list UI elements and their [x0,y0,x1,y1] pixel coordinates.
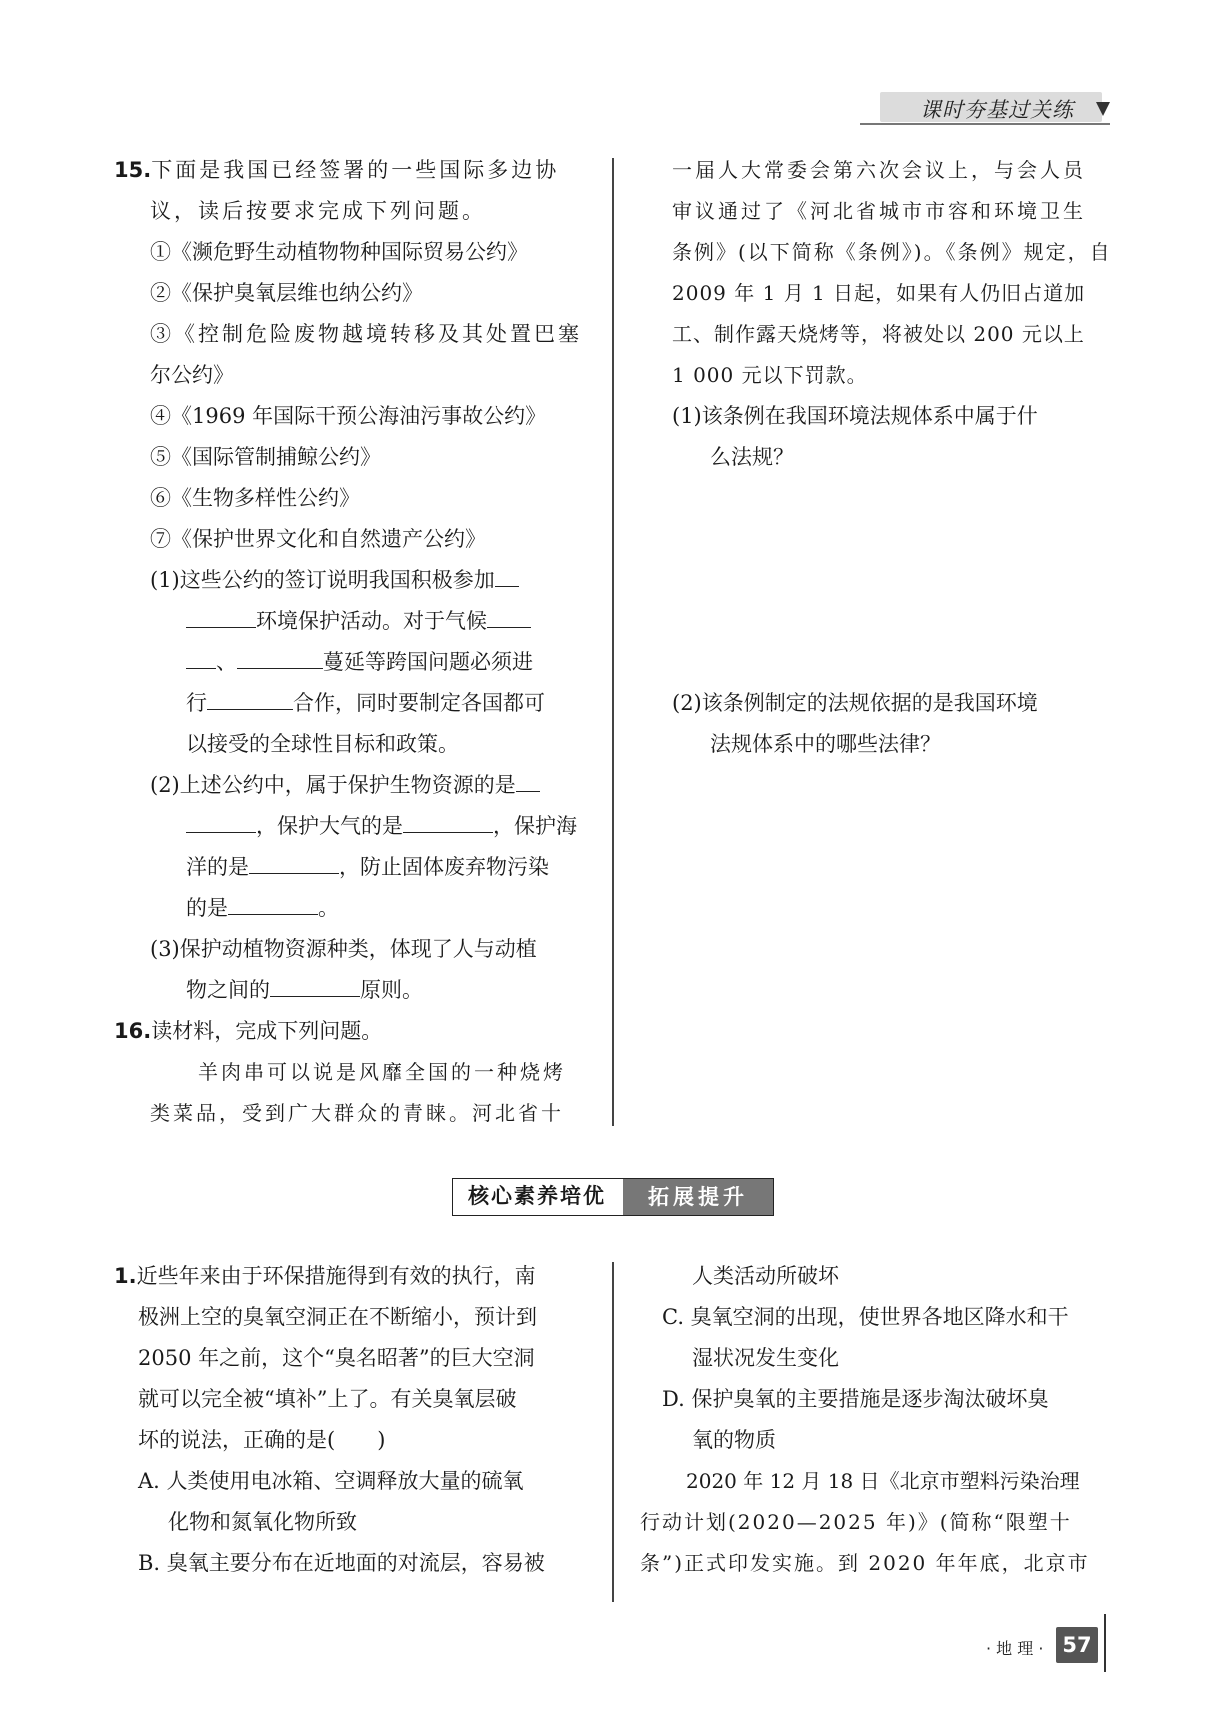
q1-line-2: 极洲上空的臭氧空洞正在不断缩小，预计到 [138,1305,537,1329]
column-divider-top [612,158,614,1126]
section-heading-left: 核心素养培优 [468,1183,606,1208]
answer-blank[interactable] [403,806,493,833]
material2-line-3: 条”)正式印发实施。到 2020 年年底，北京市 [640,1551,1090,1575]
q15-part1-line-d: 行 合作，同时要制定各国都可 [186,683,545,724]
q16-material-line-6: 2009 年 1 月 1 日起，如果有人仍旧占道加 [672,281,1086,305]
q16-material-line-1: 羊肉串可以说是风靡全国的一种烧烤 [198,1060,566,1084]
q15-convention-2: ②《保护臭氧层维也纳公约》 [150,281,423,305]
q16-sub1-line-b: 么法规？ [710,445,794,469]
q15-part1-line-b: 环境保护活动。对于气候 [186,601,531,642]
q16-material-line-4: 审议通过了《河北省城市市容和环境卫生 [672,199,1086,223]
q15-line-2: 议，读后按要求完成下列问题。 [150,199,486,223]
q15-convention-3b: 尔公约》 [150,363,234,387]
q1-line-5: 坏的说法，正确的是( ) [138,1428,386,1452]
header-banner [880,92,1102,122]
answer-blank[interactable] [487,601,531,628]
q16-line-1: 16.读材料，完成下列问题。 [114,1019,383,1043]
answer-blank[interactable] [186,642,216,669]
material2-line-2: 行动计划(2020—2025 年)》(简称“限塑十 [640,1510,1072,1534]
q15-part2-line-d: 的是 。 [186,888,339,929]
answer-blank[interactable] [495,560,519,587]
section-heading-right: 拓展提升 [623,1179,773,1215]
q15-convention-3a: ③《控制危险废物越境转移及其处置巴塞 [150,322,582,346]
q15-part1-line-a: (1)这些公约的签订说明我国积极参加 [150,560,519,601]
q16-material-line-5: 条例》(以下简称《条例》)。《条例》规定，自 [672,240,1112,264]
q1-option-b-line-2[interactable]: 人类活动所破坏 [692,1264,839,1288]
q1-option-c-line-2[interactable]: 湿状况发生变化 [692,1346,839,1370]
q16-material-line-8: 1 000 元以下罚款。 [672,363,868,387]
q1-option-c-line-1[interactable]: C. 臭氧空洞的出现，使世界各地区降水和干 [662,1305,1069,1329]
q15-part2-line-a: (2)上述公约中，属于保护生物资源的是 [150,765,540,806]
q15-convention-4: ④《1969 年国际干预公海油污事故公约》 [150,404,547,428]
q15-convention-7: ⑦《保护世界文化和自然遗产公约》 [150,527,486,551]
header-triangle-icon [1096,102,1110,116]
q1-option-d-line-2[interactable]: 氧的物质 [692,1428,776,1452]
q15-part1-line-c: 、 蔓延等跨国问题必须进 [186,642,533,683]
q1-line-4: 就可以完全被“填补”上了。有关臭氧层破 [138,1387,517,1411]
q1-option-a-line-1[interactable]: A. 人类使用电冰箱、空调释放大量的硫氧 [138,1469,524,1493]
answer-blank[interactable] [228,888,318,915]
q15-convention-5: ⑤《国际管制捕鲸公约》 [150,445,381,469]
footer-subject: · 地 理 · [986,1639,1044,1658]
q15-part3-line-b: 物之间的 原则。 [186,970,423,1011]
q15-part3-line-a: (3)保护动植物资源种类，体现了人与动植 [150,937,537,961]
q15-convention-1: ①《濒危野生动植物物种国际贸易公约》 [150,240,528,264]
answer-blank[interactable] [186,601,256,628]
q1-number: 1. [114,1264,137,1288]
q1-line-3: 2050 年之前，这个“臭名昭著”的巨大空洞 [138,1346,535,1370]
answer-blank[interactable] [237,642,323,669]
header-title: 课时夯基过关练 [920,98,1074,122]
q1-option-a-line-2[interactable]: 化物和氮氧化物所致 [168,1510,357,1534]
q16-sub1-line-a: (1)该条例在我国环境法规体系中属于什 [672,404,1038,428]
answer-blank[interactable] [186,806,256,833]
q15-part1-line-e: 以接受的全球性目标和政策。 [186,732,459,756]
column-divider-bottom [612,1262,614,1602]
answer-blank[interactable] [516,765,540,792]
q16-material-line-7: 工、制作露天烧烤等，将被处以 200 元以上 [672,322,1085,346]
q16-sub2-line-b: 法规体系中的哪些法律？ [710,732,941,756]
answer-blank[interactable] [270,970,360,997]
q1-line-1: 1.近些年来由于环保措施得到有效的执行，南 [114,1264,536,1288]
footer-rule [1104,1614,1106,1672]
q16-number: 16. [114,1019,152,1043]
answer-blank[interactable] [207,683,293,710]
q16-material-line-2: 类菜品，受到广大群众的青睐。河北省十 [150,1101,564,1125]
section-heading [452,1178,774,1216]
q15-part2-line-c: 洋的是 ，防止固体废弃物污染 [186,847,549,888]
q15-line-1: 15.下面是我国已经签署的一些国际多边协 [114,158,560,182]
q15-part2-line-b: ，保护大气的是 ，保护海 [186,806,577,847]
page-number: 57 [1056,1627,1098,1663]
q16-material-line-3: 一届人大常委会第六次会议上，与会人员 [672,158,1086,182]
answer-blank[interactable] [249,847,339,874]
q1-option-d-line-1[interactable]: D. 保护臭氧的主要措施是逐步淘汰破坏臭 [662,1387,1049,1411]
header-rule [860,123,1110,125]
q1-option-b-line-1[interactable]: B. 臭氧主要分布在近地面的对流层，容易被 [138,1551,545,1575]
material2-line-1: 2020 年 12 月 18 日《北京市塑料污染治理 [686,1469,1080,1493]
q15-number: 15. [114,158,152,182]
q16-sub2-line-a: (2)该条例制定的法规依据的是我国环境 [672,691,1038,715]
q15-convention-6: ⑥《生物多样性公约》 [150,486,360,510]
